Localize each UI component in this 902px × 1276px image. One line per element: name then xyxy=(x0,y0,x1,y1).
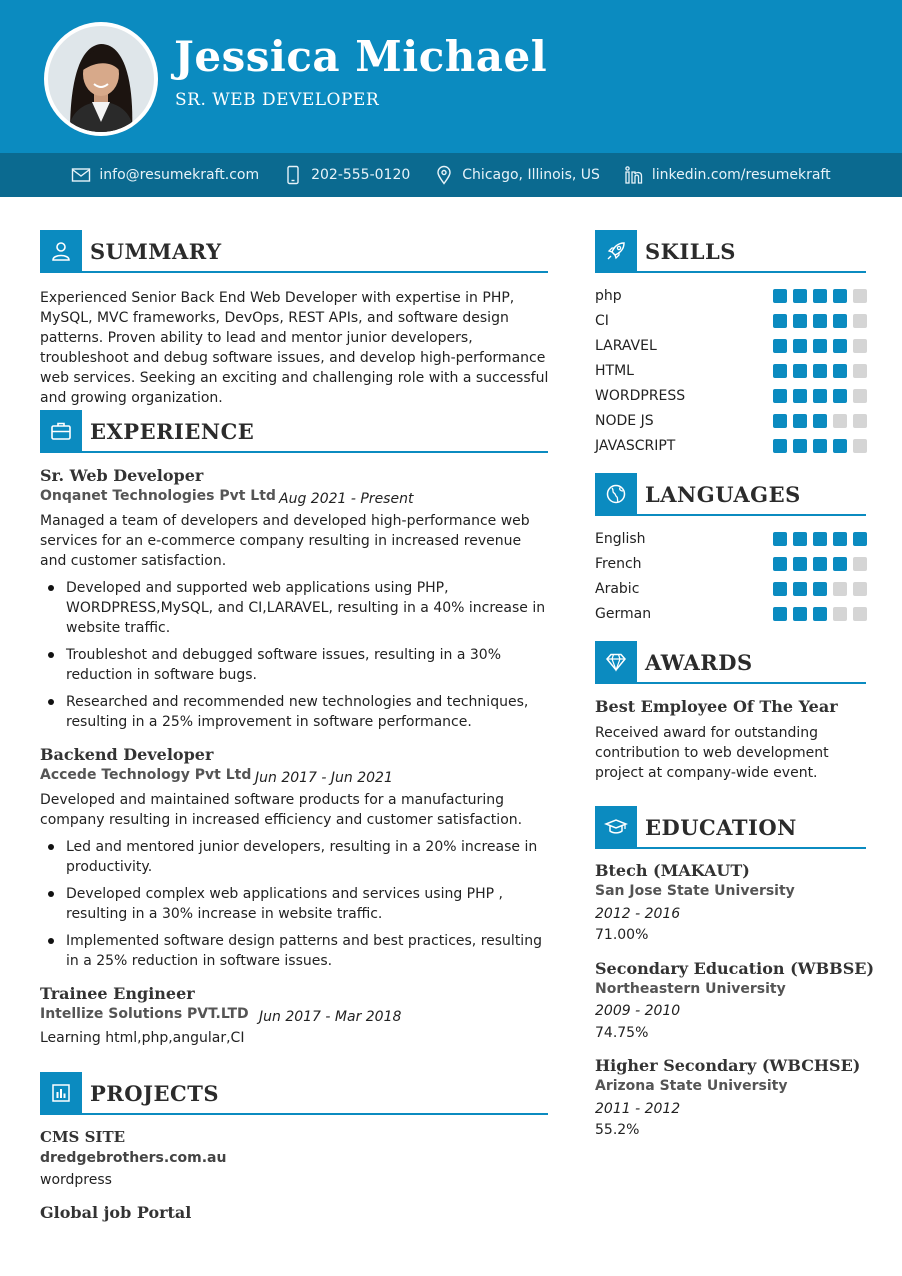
skills-section-header xyxy=(595,231,866,273)
job-description: Learning html,php,angular,CI xyxy=(40,1030,245,1046)
rating-dot xyxy=(813,314,827,328)
projects-section-header xyxy=(40,1073,548,1115)
rating-dot xyxy=(853,439,867,453)
rating-dot xyxy=(853,414,867,428)
rating-dot xyxy=(793,339,807,353)
education-section-header xyxy=(595,807,866,849)
rating-dot xyxy=(813,414,827,428)
candidate-title: SR. WEB DEVELOPER xyxy=(175,90,380,110)
job-company: Intellize Solutions PVT.LTD xyxy=(40,1006,249,1022)
globe-icon xyxy=(604,482,628,506)
job-bullet: Developed and supported web applications using PHP, WORDPRESS,MySQL, and CI,LARAVEL, resulting in a 40% increase in website traffic. xyxy=(40,578,550,638)
projects-heading: PROJECTS xyxy=(90,1080,219,1106)
job-dates: Jun 2017 - Jun 2021 xyxy=(255,770,393,786)
rating-dot xyxy=(793,364,807,378)
contact-location xyxy=(434,165,600,185)
rating-dot xyxy=(813,439,827,453)
briefcase-icon xyxy=(49,419,73,443)
skill-row xyxy=(595,383,867,408)
phone-icon xyxy=(283,165,303,185)
rating-dot xyxy=(793,582,807,596)
rating-dot xyxy=(813,364,827,378)
skill-rating xyxy=(773,339,867,353)
rating-dot xyxy=(773,607,787,621)
award-title: Best Employee Of The Year xyxy=(595,697,838,716)
rating-dot xyxy=(833,557,847,571)
rating-dot xyxy=(793,314,807,328)
resume-header xyxy=(0,0,902,153)
rating-dot xyxy=(853,364,867,378)
user-icon xyxy=(49,239,73,263)
languages-section-header xyxy=(595,474,866,516)
rating-dot xyxy=(833,439,847,453)
skill-name: php xyxy=(595,287,622,304)
project-url[interactable]: dredgebrothers.com.au xyxy=(40,1150,227,1166)
job-bullet: Implemented software design patterns and best practices, resulting in a 25% reduction in software issues. xyxy=(40,931,550,971)
languages-heading: LANGUAGES xyxy=(645,481,801,507)
skill-row xyxy=(595,308,867,333)
rating-dot xyxy=(793,557,807,571)
job-title: Backend Developer xyxy=(40,745,214,764)
diamond-icon xyxy=(604,650,628,674)
rating-dot xyxy=(773,582,787,596)
rating-dot xyxy=(813,532,827,546)
rating-dot xyxy=(793,289,807,303)
edu-degree: Btech (MAKAUT) xyxy=(595,861,750,880)
contact-bar xyxy=(0,153,902,197)
rating-dot xyxy=(813,339,827,353)
skill-name: JAVASCRIPT xyxy=(595,437,676,454)
edu-degree: Higher Secondary (WBCHSE) xyxy=(595,1056,861,1075)
rating-dot xyxy=(793,389,807,403)
rating-dot xyxy=(833,289,847,303)
project-tech: wordpress xyxy=(40,1172,112,1188)
rating-dot xyxy=(813,557,827,571)
rating-dot xyxy=(833,532,847,546)
edu-score: 55.2% xyxy=(595,1122,640,1138)
summary-heading: SUMMARY xyxy=(90,238,222,264)
edu-score: 74.75% xyxy=(595,1025,649,1041)
languages-list xyxy=(595,526,867,626)
rating-dot xyxy=(833,364,847,378)
rating-dot xyxy=(853,389,867,403)
mail-icon xyxy=(71,165,91,185)
profile-photo xyxy=(44,22,158,136)
language-name: English xyxy=(595,530,646,547)
skill-row xyxy=(595,358,867,383)
candidate-name: Jessica Michael xyxy=(174,32,548,81)
rocket-icon xyxy=(604,239,628,263)
job-company: Onqanet Technologies Pvt Ltd xyxy=(40,488,276,504)
skill-rating xyxy=(773,414,867,428)
bar-chart-icon xyxy=(49,1081,73,1105)
rating-dot xyxy=(833,389,847,403)
language-name: German xyxy=(595,605,652,622)
rating-dot xyxy=(773,339,787,353)
job-bullet: Developed complex web applications and services using PHP , resulting in a 30% increase in website traffic. xyxy=(40,884,550,924)
rating-dot xyxy=(833,339,847,353)
skill-rating xyxy=(773,314,867,328)
skill-rating xyxy=(773,439,867,453)
job-title: Sr. Web Developer xyxy=(40,466,204,485)
edu-dates: 2011 - 2012 xyxy=(595,1101,681,1117)
rating-dot xyxy=(773,414,787,428)
rating-dot xyxy=(773,314,787,328)
skills-list xyxy=(595,283,867,458)
rating-dot xyxy=(773,439,787,453)
experience-section-header xyxy=(40,411,548,453)
skill-name: WORDPRESS xyxy=(595,387,686,404)
contact-email[interactable] xyxy=(71,165,259,185)
rating-dot xyxy=(853,339,867,353)
skill-rating xyxy=(773,389,867,403)
email-text: info@resumekraft.com xyxy=(99,167,260,183)
location-text: Chicago, Illinois, US xyxy=(462,167,600,183)
skill-row xyxy=(595,333,867,358)
rating-dot xyxy=(773,289,787,303)
contact-phone[interactable] xyxy=(283,165,410,185)
project-title: CMS SITE xyxy=(40,1128,126,1146)
edu-school: Northeastern University xyxy=(595,981,786,997)
skill-name: HTML xyxy=(595,362,634,379)
skill-rating xyxy=(773,364,867,378)
summary-text: Experienced Senior Back End Web Developer with expertise in PHP, MySQL, MVC frameworks, DevOps, REST APIs, and software design patterns. Proven ability to lead and mentor junior developers, troubleshoot and debug software issues, and develop high-performance web services. Seeking an exciting and challenging role with a successful and growing organization. xyxy=(40,290,549,406)
language-row xyxy=(595,551,867,576)
rating-dot xyxy=(813,582,827,596)
language-rating xyxy=(773,607,867,621)
project-title: Global job Portal xyxy=(40,1203,192,1222)
language-rating xyxy=(773,557,867,571)
skill-row xyxy=(595,283,867,308)
rating-dot xyxy=(813,607,827,621)
rating-dot xyxy=(813,289,827,303)
award-description: Received award for outstanding contribution to web development project at company-wide event. xyxy=(595,725,829,781)
rating-dot xyxy=(793,607,807,621)
experience-heading: EXPERIENCE xyxy=(90,418,255,444)
summary-section-header xyxy=(40,231,548,273)
edu-dates: 2009 - 2010 xyxy=(595,1003,681,1019)
rating-dot xyxy=(853,314,867,328)
linkedin-text: linkedin.com/resumekraft xyxy=(651,167,831,183)
language-name: Arabic xyxy=(595,580,640,597)
job-description: Managed a team of developers and developed high-performance web services for an e-commerce company resulting in increased revenue and customer satisfaction. xyxy=(40,513,530,569)
job-bullet: Researched and recommended new technologies and techniques, resulting in a 25% improvement in software performance. xyxy=(40,692,550,732)
job-description: Developed and maintained software products for a manufacturing company resulting in increased efficiency and customer satisfaction. xyxy=(40,792,523,828)
rating-dot xyxy=(793,439,807,453)
language-row xyxy=(595,601,867,626)
job-title: Trainee Engineer xyxy=(40,984,195,1003)
rating-dot xyxy=(773,532,787,546)
contact-linkedin[interactable] xyxy=(624,165,831,185)
job-bullets xyxy=(40,837,550,978)
rating-dot xyxy=(833,607,847,621)
job-bullets xyxy=(40,578,550,739)
rating-dot xyxy=(793,532,807,546)
job-bullet: Led and mentored junior developers, resulting in a 20% increase in productivity. xyxy=(40,837,550,877)
skill-name: NODE JS xyxy=(595,412,654,429)
skill-name: LARAVEL xyxy=(595,337,657,354)
edu-dates: 2012 - 2016 xyxy=(595,906,681,922)
rating-dot xyxy=(853,582,867,596)
phone-text: 202-555-0120 xyxy=(311,167,411,183)
graduation-cap-icon xyxy=(604,815,628,839)
rating-dot xyxy=(813,389,827,403)
rating-dot xyxy=(833,314,847,328)
rating-dot xyxy=(773,389,787,403)
skill-rating xyxy=(773,289,867,303)
rating-dot xyxy=(853,557,867,571)
language-row xyxy=(595,576,867,601)
edu-degree: Secondary Education (WBBSE) xyxy=(595,959,875,978)
rating-dot xyxy=(793,414,807,428)
language-row xyxy=(595,526,867,551)
rating-dot xyxy=(853,289,867,303)
language-name: French xyxy=(595,555,642,572)
edu-score: 71.00% xyxy=(595,927,649,943)
rating-dot xyxy=(833,414,847,428)
linkedin-icon xyxy=(624,165,644,185)
skill-row xyxy=(595,408,867,433)
location-pin-icon xyxy=(434,165,454,185)
rating-dot xyxy=(773,557,787,571)
rating-dot xyxy=(853,607,867,621)
edu-school: San Jose State University xyxy=(595,883,795,899)
job-company: Accede Technology Pvt Ltd xyxy=(40,767,252,783)
rating-dot xyxy=(853,532,867,546)
job-dates: Jun 2017 - Mar 2018 xyxy=(259,1009,402,1025)
language-rating xyxy=(773,532,867,546)
education-heading: EDUCATION xyxy=(645,814,797,840)
edu-school: Arizona State University xyxy=(595,1078,788,1094)
awards-heading: AWARDS xyxy=(645,649,753,675)
job-dates: Aug 2021 - Present xyxy=(279,491,414,507)
job-bullet: Troubleshot and debugged software issues, resulting in a 30% reduction in software bugs. xyxy=(40,645,550,685)
rating-dot xyxy=(773,364,787,378)
skill-row xyxy=(595,433,867,458)
language-rating xyxy=(773,582,867,596)
skills-heading: SKILLS xyxy=(645,238,736,264)
skill-name: CI xyxy=(595,312,609,329)
awards-section-header xyxy=(595,642,866,684)
rating-dot xyxy=(833,582,847,596)
